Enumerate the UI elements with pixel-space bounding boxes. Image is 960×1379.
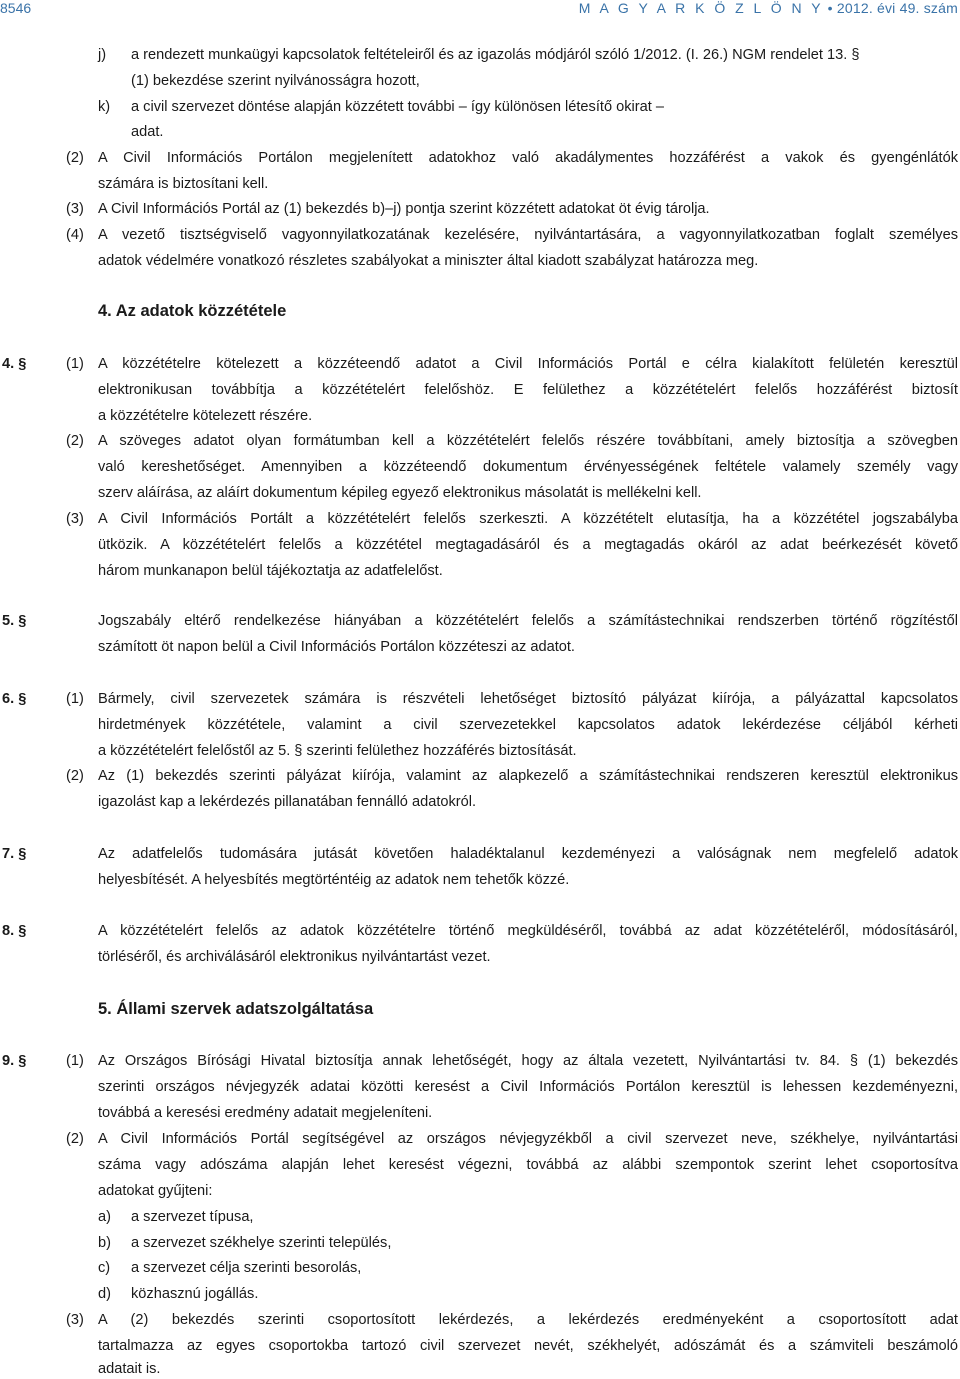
item-label-k: k) bbox=[98, 99, 111, 115]
section-label-7: 7. § bbox=[2, 846, 27, 862]
s9-item-label-a: a) bbox=[98, 1209, 111, 1225]
s4-num-1: (1) bbox=[66, 356, 84, 372]
s9-num-1: (1) bbox=[66, 1053, 84, 1069]
section-label-9: 9. § bbox=[2, 1053, 27, 1069]
para-text-4-2: adatok védelmére vonatkozó részletes szabályokat a miniszter által kiadott szabályzat határozza meg. bbox=[98, 253, 759, 269]
para-num-4: (4) bbox=[66, 227, 84, 243]
s4-text-2-3: szerv aláírása, az aláírt dokumentum képileg egyező elektronikus másolatát is mellékelni kell. bbox=[98, 485, 702, 501]
s9-text-1-3: továbbá a keresési eredmény adatait megjeleníteni. bbox=[98, 1105, 433, 1121]
s9-num-3: (3) bbox=[66, 1312, 84, 1328]
para-text-3: A Civil Információs Portál az (1) bekezdés b)–j) pontja szerint közzétett adatokat öt évig tárolja. bbox=[98, 201, 710, 217]
para-num-2: (2) bbox=[66, 150, 84, 166]
publication-name: M A G Y A R K Ö Z L Ö N Y bbox=[578, 0, 824, 16]
s6-text-1-2: hirdetmények közzététele, valamint a civil szervezetekkel kapcsolatos adatok lekérdezése céljából kérheti bbox=[98, 717, 958, 733]
item-text-j-2: (1) bekezdése szerint nyilvánosságra hozott, bbox=[131, 73, 420, 89]
para-text-2-1: A Civil Információs Portálon megjelenített adatokhoz való akadálymentes hozzáférést a vakok és gyengénlátók bbox=[98, 150, 958, 166]
s9-item-text-d: közhasznú jogállás. bbox=[131, 1286, 259, 1302]
issue-label: 2012. évi 49. szám bbox=[836, 0, 958, 16]
s9-text-2-1: A Civil Információs Portál segítségével az országos névjegyzékből a civil szervezet neve, székhelye, nyilvántartási bbox=[98, 1131, 958, 1147]
s9-text-2-3: adatokat gyűjteni: bbox=[98, 1183, 213, 1199]
s6-text-1-1: Bármely, civil szervezetek számára is részvételi lehetőséget biztosító pályázat kiírója, a pályázattal kapcsolatos bbox=[98, 691, 958, 707]
s9-text-3-2: tartalmazza az egyes csoportokba tartozó civil szervezet nevét, székhelyét, adószámát és a számviteli beszámoló bbox=[98, 1338, 958, 1354]
s4-text-3-1: A Civil Információs Portált a közzétételért felelős szerkeszti. A közzétételt elutasítja, ha a közzététel jogszabályba bbox=[98, 511, 958, 527]
s4-num-3: (3) bbox=[66, 511, 84, 527]
s4-num-2: (2) bbox=[66, 433, 84, 449]
section-label-6: 6. § bbox=[2, 691, 27, 707]
s6-text-2-2: igazolást kap a lekérdezés pillanatában fennálló adatokról. bbox=[98, 794, 477, 810]
page-number: 8546 bbox=[0, 0, 32, 16]
s4-text-1-1: A közzétételre kötelezett a közzéteendő adatot a Civil Információs Portál e célra kialakított felületén keresztül bbox=[98, 356, 958, 372]
s9-item-label-c: c) bbox=[98, 1260, 111, 1276]
s9-text-1-2: szerinti országos névjegyzék adatai közötti keresést a Civil Információs Portálon keresztül is lehessen kezdeményezni, bbox=[98, 1079, 958, 1095]
publication-title bbox=[579, 0, 958, 16]
para-text-2-2: számára is biztosítani kell. bbox=[98, 176, 269, 192]
s5-text-2: számított öt napon belül a Civil Információs Portálon közzéteszi az adatot. bbox=[98, 639, 575, 655]
s9-item-text-a: a szervezet típusa, bbox=[131, 1209, 254, 1225]
s7-text-2: helyesbítését. A helyesbítés megtörténtéig az adatok nem tehetők közzé. bbox=[98, 872, 570, 888]
section-label-8: 8. § bbox=[2, 923, 27, 939]
item-text-k-1: a civil szervezet döntése alapján közzétett további – így különösen létesítő okirat – bbox=[131, 99, 664, 115]
s9-item-text-b: a szervezet székhelye szerinti település, bbox=[131, 1235, 392, 1251]
s9-text-2-2: száma vagy adószáma alapján lehet keresést végezni, továbbá az alábbi szempontok szerint lehet csoportosítva bbox=[98, 1157, 958, 1173]
s6-text-1-3: a közzétételért felelőstől az 5. § szerinti felülethez hozzáférés biztosítását. bbox=[98, 743, 577, 759]
s4-text-3-2: ütközik. A közzétételért felelős a közzététel megtagadásáról és a megtagadás okáról az adat beérkezését követő bbox=[98, 537, 958, 553]
s9-text-1-1: Az Országos Bírósági Hivatal biztosítja annak lehetőségét, hogy az általa vezetett, Nyilvántartási tv. 84. § (1) bekezdés bbox=[98, 1053, 958, 1069]
s9-num-2: (2) bbox=[66, 1131, 84, 1147]
s5-text-1: Jogszabály eltérő rendelkezése hiányában a közzétételért felelős a számítástechnikai rendszerben történő rögzítéstől bbox=[98, 613, 958, 629]
section-heading-4: 4. Az adatok közzététele bbox=[98, 302, 287, 320]
item-label-j: j) bbox=[98, 47, 107, 63]
section-label-4: 4. § bbox=[2, 356, 27, 372]
s9-item-label-b: b) bbox=[98, 1235, 111, 1251]
s9-item-label-d: d) bbox=[98, 1286, 111, 1302]
s4-text-3-3: három munkanapon belül tájékoztatja az adatfelelőst. bbox=[98, 563, 443, 579]
page-header bbox=[0, 0, 960, 22]
s8-text-1: A közzétételért felelős az adatok közzétételre történő megküldéséről, továbbá az adat közzétételéről, módosításáról, bbox=[98, 923, 958, 939]
item-text-j-1: a rendezett munkaügyi kapcsolatok feltételeiről és az igazolás módjáról szóló 1/2012. (I. 26.) NGM rendelet 13. § bbox=[131, 47, 860, 63]
s4-text-1-2: elektronikusan továbbítja a közzétételért felelőshöz. E felülethez a közzétételért felelős hozzáférést biztosít bbox=[98, 382, 958, 398]
section-heading-5: 5. Állami szervek adatszolgáltatása bbox=[98, 1000, 374, 1018]
s4-text-1-3: a közzétételre kötelezett részére. bbox=[98, 408, 313, 424]
section-label-5: 5. § bbox=[2, 613, 27, 629]
s6-num-1: (1) bbox=[66, 691, 84, 707]
s4-text-2-2: való kereshetőséget. Amennyiben a közzéteendő dokumentum érvényességének feltétele valamely személy vagy bbox=[98, 459, 958, 475]
s8-text-2: törléséről, és archiválásáról elektronikus nyilvántartást vezet. bbox=[98, 949, 491, 965]
s9-text-3-3: adatait is. bbox=[98, 1361, 161, 1377]
s9-text-3-1: A (2) bekezdés szerinti csoportosított lekérdezés, a lekérdezés eredményeként a csoportosított adat bbox=[98, 1312, 958, 1328]
s4-text-2-1: A szöveges adatot olyan formátumban kell a közzétételért felelős részére továbbítani, amely biztosítja a szövegben bbox=[98, 433, 958, 449]
para-text-4-1: A vezető tisztségviselő vagyonnyilatkozatának kezelésére, nyilvántartására, a vagyonnyilatkozatban foglalt személyes bbox=[98, 227, 958, 243]
item-text-k-2: adat. bbox=[131, 124, 164, 140]
s6-num-2: (2) bbox=[66, 768, 84, 784]
s6-text-2-1: Az (1) bekezdés szerinti pályázat kiírója, valamint az alapkezelő a számítástechnikai rendszeren keresztül elektronikus bbox=[98, 768, 958, 784]
para-num-3: (3) bbox=[66, 201, 84, 217]
s9-item-text-c: a szervezet célja szerinti besorolás, bbox=[131, 1260, 362, 1276]
s7-text-1: Az adatfelelős tudomására jutását követően haladéktalanul kezdeményezi a valóságnak nem megfelelő adatok bbox=[98, 846, 958, 862]
bullet-icon: • bbox=[827, 0, 833, 16]
